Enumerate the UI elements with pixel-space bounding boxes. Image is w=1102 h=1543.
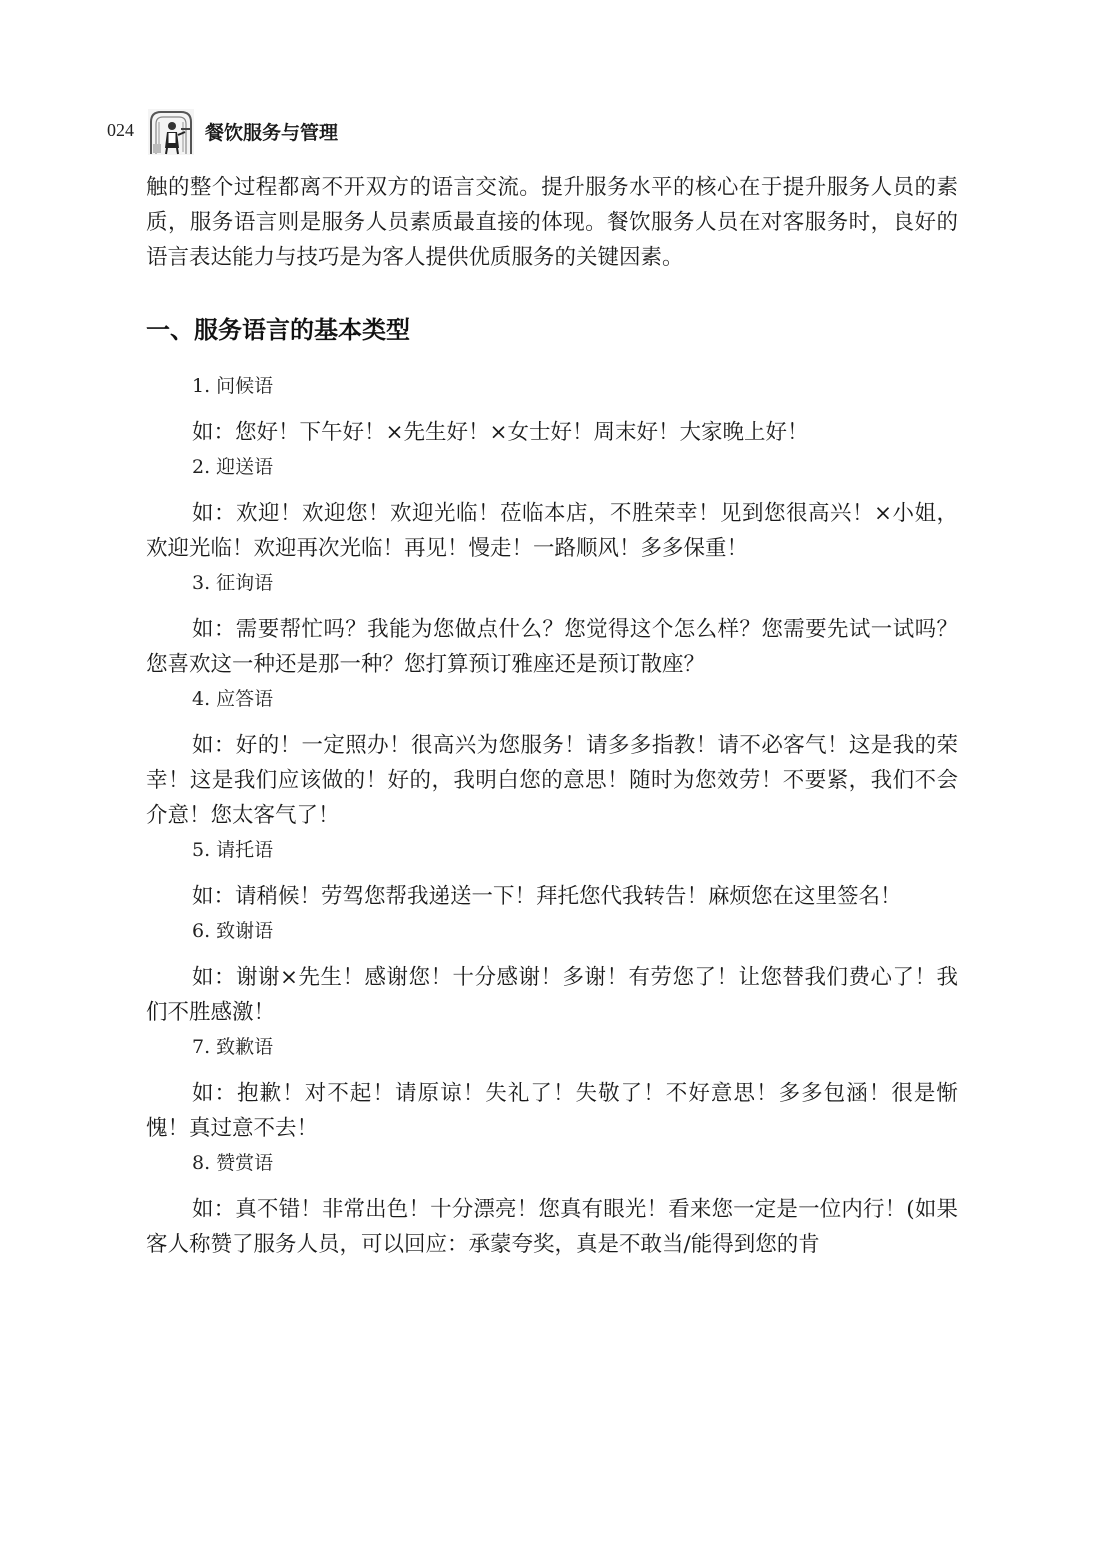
page-body [146,170,958,1262]
item-label-greeting: 1. 问候语 [192,375,274,397]
item-label-inquiry: 3. 征询语 [192,572,274,594]
item-example-greeting: 如：您好！下午好！×先生好！×女士好！周末好！大家晚上好！ [192,420,809,445]
page-header [107,108,507,156]
item-example-thanks: 如：谢谢×先生！感谢您！十分感谢！多谢！有劳您了！让您替我们费心了！我们不胜感激！ [146,965,958,1025]
item-label-praise: 8. 赞赏语 [192,1152,274,1174]
item-example-inquiry: 如：需要帮忙吗？我能为您做点什么？您觉得这个怎么样？您需要先试一试吗？您喜欢这一种还是那一种？您打算预订雅座还是预订散座？ [146,617,958,677]
item-label-welcome: 2. 迎送语 [192,456,274,478]
section-heading: 一、服务语言的基本类型 [146,316,410,344]
item-example-request: 如：请稍候！劳驾您帮我递送一下！拜托您代我转告！麻烦您在这里签名！ [192,884,902,909]
book-title: 餐饮服务与管理 [205,122,339,144]
page-number: 024 [107,120,134,140]
item-label-thanks: 6. 致谢语 [192,920,274,942]
intro-paragraph: 触的整个过程都离不开双方的语言交流。提升服务水平的核心在于提升服务人员的素质，服务语言则是服务人员素质最直接的体现。餐饮服务人员在对客服务时，良好的语言表达能力与技巧是为客人提供优质服务的关键因素。 [146,175,958,270]
waiter-illustration-icon [147,108,195,156]
item-example-praise: 如：真不错！非常出色！十分漂亮！您真有眼光！看来您一定是一位内行！(如果客人称赞了服务人员，可以回应：承蒙夸奖，真是不敢当/能得到您的肯 [146,1197,958,1257]
item-label-response: 4. 应答语 [192,688,274,710]
item-example-response: 如：好的！一定照办！很高兴为您服务！请多多指教！请不必客气！这是我的荣幸！这是我们应该做的！好的，我明白您的意思！随时为您效劳！不要紧，我们不会介意！您太客气了！ [146,733,958,828]
item-example-welcome: 如：欢迎！欢迎您！欢迎光临！莅临本店，不胜荣幸！见到您很高兴！×小姐，欢迎光临！欢迎再次光临！再见！慢走！一路顺风！多多保重！ [146,501,958,561]
item-example-apology: 如：抱歉！对不起！请原谅！失礼了！失敬了！不好意思！多多包涵！很是惭愧！真过意不去！ [146,1081,958,1141]
item-label-apology: 7. 致歉语 [192,1036,274,1058]
item-label-request: 5. 请托语 [192,839,274,861]
